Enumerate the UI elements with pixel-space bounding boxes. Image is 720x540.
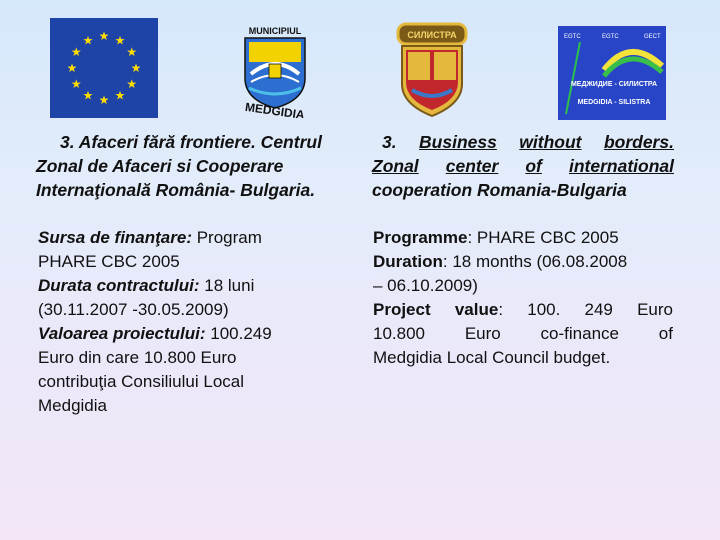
programme-value: : PHARE CBC 2005 [467, 228, 619, 247]
programme-line [373, 226, 673, 250]
duration-value-cont: (30.11.2007 -30.05.2009) [38, 300, 229, 319]
eu-star-icon: ★ [82, 88, 94, 103]
project-value-group [455, 298, 503, 322]
eu-star-icon: ★ [66, 61, 78, 75]
value-cont-line-2: contribuţia Consiliului Local [38, 372, 245, 391]
project-details-english [373, 226, 673, 370]
duration-line [38, 274, 328, 298]
value-label: Valoarea proiectului: [38, 324, 206, 343]
title-en-line-3: cooperation Romania-Bulgaria [372, 180, 627, 200]
eu-star-icon: ★ [70, 45, 82, 59]
silistra-coat-of-arms-logo [396, 20, 468, 120]
egtc-label-3: GECT [644, 34, 661, 40]
cofinance-token: 10.800 [373, 324, 425, 343]
eu-star-icon: ★ [114, 88, 126, 103]
eu-star-icon: ★ [70, 77, 82, 91]
funding-line [38, 226, 328, 250]
project-title-romanian [36, 130, 366, 202]
title-en-number: 3. [382, 132, 397, 152]
title-en-word: borders. [603, 132, 674, 152]
value-value: 100.249 [205, 324, 272, 343]
funding-label: Sursa de finanţare: [38, 228, 192, 247]
egtc-medgidia-silistra-logo [558, 26, 666, 120]
eu-star-icon: ★ [114, 33, 126, 48]
title-en-word: center [445, 156, 499, 176]
cofinance-token: of [658, 324, 673, 343]
project-value-colon: : [498, 300, 504, 319]
duration-en-value-cont: – 06.10.2009) [373, 276, 478, 295]
duration-en-value: : 18 months (06.08.2008 [442, 252, 628, 271]
title-ro-line-1: 3. Afaceri fără frontiere. Centrul [60, 132, 322, 152]
cofinance-token: Euro [464, 324, 501, 343]
value-cont-line-1: Euro din care 10.800 Euro [38, 348, 237, 367]
funding-value-cont: PHARE CBC 2005 [38, 252, 180, 271]
eu-star-icon: ★ [130, 61, 142, 75]
value-cont-line-3: Medgidia [38, 396, 107, 415]
medgidia-coat-of-arms-logo [235, 22, 315, 118]
cofinance-line [373, 322, 673, 346]
eu-star-icon: ★ [98, 29, 110, 43]
title-en-word: without [519, 132, 582, 152]
title-en-line-2 [372, 154, 674, 178]
project-label: Project [373, 300, 431, 319]
egtc-logo-line1: МЕДЖИДИЕ - СИЛИСТРА [570, 81, 658, 88]
medgidia-logo-top-text: MUNICIPIUL [248, 26, 302, 36]
duration-en-label: Duration [373, 252, 443, 271]
funding-value: Program [192, 228, 262, 247]
title-ro-line-2: Zonal de Afaceri si Cooperare [36, 156, 284, 176]
title-en-word: international [568, 156, 674, 176]
project-value-token: 100. [527, 300, 561, 319]
duration-en-line [373, 250, 673, 274]
project-value-token: 249 [584, 300, 613, 319]
title-en-word: of [525, 156, 542, 176]
title-en-word: Business [419, 132, 497, 152]
title-ro-line-3: Internaţională România- Bulgaria. [36, 180, 316, 200]
value-en-label: value [454, 300, 499, 319]
title-en-word: Zonal [372, 156, 419, 176]
duration-value: 18 luni [199, 276, 255, 295]
project-details-romanian [38, 226, 328, 418]
duration-label: Durata contractului: [38, 276, 200, 295]
programme-label: Programme [373, 228, 468, 247]
egtc-logo-line2: MEDGIDIA - SILISTRA [577, 99, 651, 106]
value-line [38, 322, 328, 346]
eu-star-icon: ★ [126, 45, 138, 59]
medgidia-logo-bottom-text: MEDGIDIA [244, 99, 306, 118]
cofinance-token: co-finance [540, 324, 619, 343]
eu-star-icon: ★ [82, 33, 94, 48]
project-value-line [373, 298, 673, 322]
eu-flag-logo [50, 18, 158, 118]
title-en-line-1 [372, 130, 674, 154]
egtc-label-2: EGTC [602, 34, 619, 40]
project-value-token: Euro [637, 300, 673, 319]
eu-star-icon: ★ [98, 93, 110, 107]
silistra-logo-text: СИЛИСТРА [407, 30, 457, 40]
project-title-english [372, 130, 674, 202]
council-budget-line: Medgidia Local Council budget. [373, 348, 611, 367]
eu-star-icon: ★ [126, 77, 138, 91]
egtc-label-1: EGTC [564, 34, 581, 40]
